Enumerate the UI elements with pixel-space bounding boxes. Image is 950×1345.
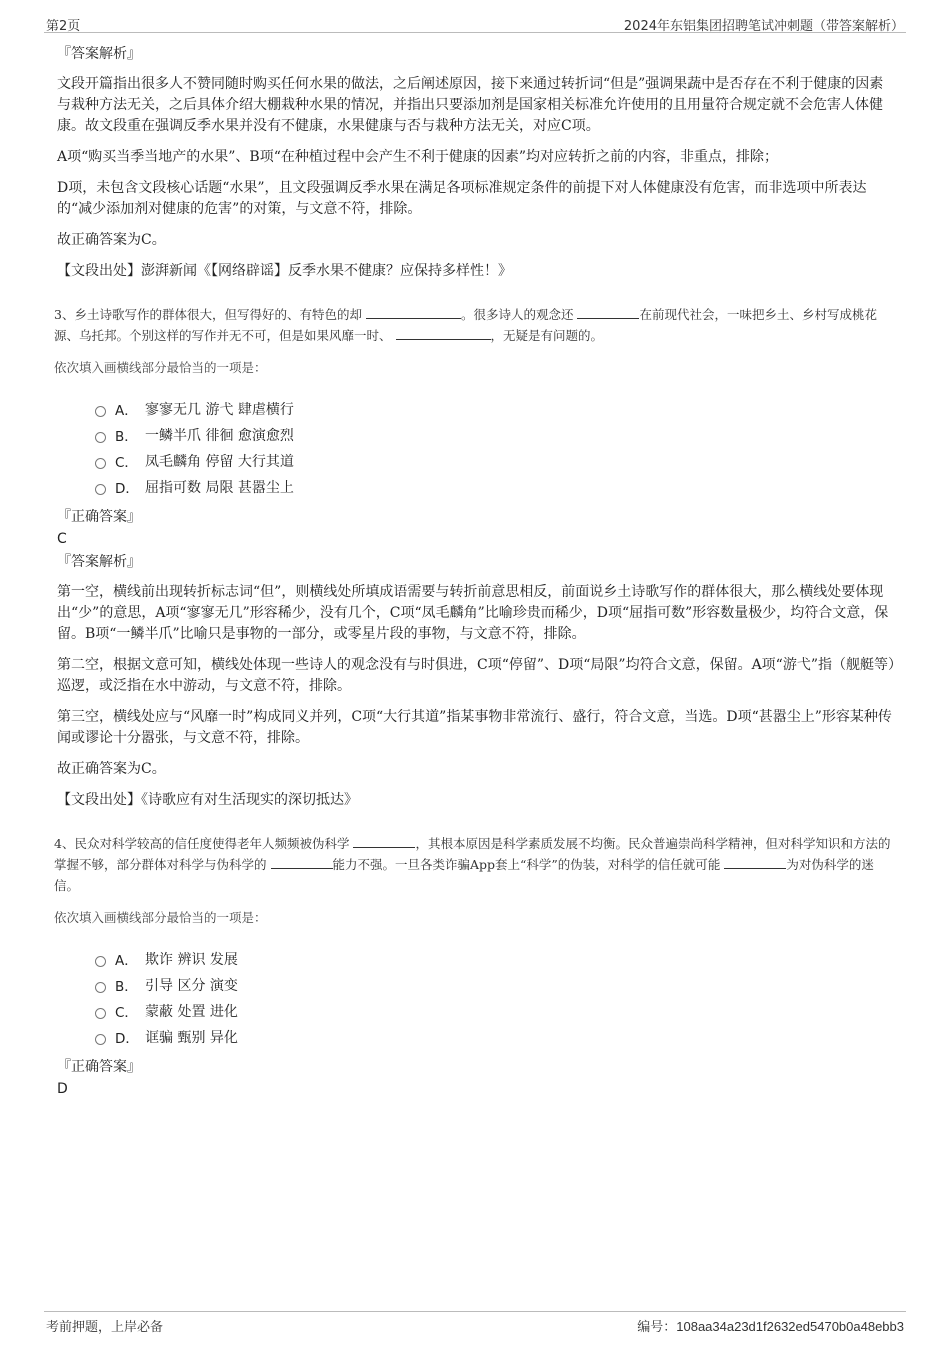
radio-icon[interactable] — [95, 458, 106, 469]
radio-icon[interactable] — [95, 956, 106, 967]
q3-option-c[interactable] — [95, 448, 897, 474]
q4-options — [95, 946, 897, 1050]
option-letter: B． — [115, 429, 138, 445]
option-text: 欺诈 辨识 发展 — [145, 952, 238, 968]
page-header — [44, 12, 906, 33]
document-title: 2024年东铝集团招聘笔试冲刺题（带答案解析） — [623, 19, 904, 34]
radio-icon[interactable] — [95, 406, 106, 417]
q4-text-part: ，其根本原因是科学素质发展不均衡。民众普遍崇尚科学精神，但对科学知识和方法的掌握不够，部分群体对科学与伪科学的 — [54, 836, 891, 872]
option-letter: C． — [115, 455, 138, 471]
q4-option-b[interactable] — [95, 972, 897, 998]
option-text: 一鳞半爪 徘徊 愈演愈烈 — [145, 428, 294, 444]
q2-analysis-p4: 故正确答案为C。 — [57, 232, 166, 248]
q3-option-b[interactable] — [95, 422, 897, 448]
page-footer — [44, 1311, 906, 1338]
q4-text-part: 4、民众对科学较高的信任度使得老年人频频被伪科学 — [54, 836, 350, 851]
q4-question — [54, 833, 897, 896]
q3-answer-tag: 『正确答案』 — [57, 509, 141, 525]
q3-prompt: 依次填入画横线部分最恰当的一项是： — [54, 360, 267, 375]
document-body — [54, 44, 897, 1102]
q4-option-c[interactable] — [95, 998, 897, 1024]
radio-icon[interactable] — [95, 1008, 106, 1019]
option-letter: B． — [115, 979, 138, 995]
q3-text-part: 在前现代社会，一味把乡土、乡村写成桃花源、乌托邦。个别这样的写作并无不可，但是如果风靡一时、 — [54, 307, 877, 343]
q4-option-d[interactable] — [95, 1024, 897, 1050]
option-text: 凤毛麟角 停留 大行其道 — [145, 454, 294, 470]
q3-analysis-p1: 第一空，横线前出现转折标志词“但”，则横线处所填成语需要与转折前意思相反，前面说乡土诗歌写作的群体很大，那么横线处要体现出“少”的意思，A项“寥寥无几”形容稀少，没有几个，C项“凤毛麟角”比喻珍贵而稀少，D项“屈指可数”形容数量极少，均符合文意，保留。B项“一鳞半爪”比喻只是事物的一部分，或零星片段的事物，与文意不符，排除。 — [57, 584, 889, 642]
footer-slogan: 考前押题，上岸必备 — [46, 1320, 164, 1335]
radio-icon[interactable] — [95, 432, 106, 443]
q3-option-d[interactable] — [95, 474, 897, 500]
q4-text-part: 能力不强。一旦各类诈骗App套上“科学”的伪装，对科学的信任就可能 — [332, 857, 721, 872]
footer-code-value: 108aa34a23d1f2632ed5470b0a48ebb3 — [676, 1319, 904, 1334]
option-text: 寥寥无几 游弋 肆虐横行 — [145, 402, 294, 418]
q2-analysis-p3: D项，未包含文段核心话题“水果”，且文段强调反季水果在满足各项标准规定条件的前提下对人体健康没有危害，而非选项中所表达的“减少添加剂对健康的危害”的对策，与文意不符，排除。 — [57, 180, 867, 217]
q3-text-part: 。很多诗人的观念还 — [460, 307, 574, 322]
q2-source: 【文段出处】澎湃新闻《【网络辟谣】反季水果不健康？应保持多样性！》 — [57, 263, 512, 279]
q3-text-part: ，无疑是有问题的。 — [490, 328, 604, 343]
q4-answer-tag: 『正确答案』 — [57, 1059, 141, 1075]
q3-text-part: 3、乡土诗歌写作的群体很大，但写得好的、有特色的却 — [54, 307, 362, 322]
option-letter: D． — [115, 1031, 139, 1047]
q3-blank-2 — [577, 306, 639, 319]
q3-question — [54, 304, 897, 346]
q4-blank-1 — [353, 835, 415, 848]
footer-code-label: 编号： — [637, 1320, 677, 1335]
option-text: 屈指可数 局限 甚嚣尘上 — [145, 480, 294, 496]
q2-analysis-p2: A项“购买当季当地产的水果”、B项“在种植过程中会产生不利于健康的因素”均对应转折之前的内容，非重点，排除； — [57, 149, 779, 165]
q4-text-part: 为对伪科学的迷信。 — [54, 857, 874, 893]
option-text: 蒙蔽 处置 进化 — [145, 1004, 238, 1020]
q2-analysis-p1: 文段开篇指出很多人不赞同随时购买任何水果的做法，之后阐述原因，接下来通过转折词“但是”强调果蔬中是否存在不利于健康的因素与栽种方法无关，之后具体介绍大棚栽种水果的情况，并指出只要添加剂是国家相关标准允许使用的且用量符合规定就不会危害人体健康。故文段重在强调反季水果并没有不健康，水果健康与否与栽种方法无关，对应C项。 — [57, 76, 884, 134]
q3-answer: C — [57, 531, 67, 547]
q3-option-a[interactable] — [95, 396, 897, 422]
page-number: 第2页 — [46, 19, 81, 34]
q3-blank-1 — [366, 306, 461, 319]
option-text: 诓骗 甄别 异化 — [145, 1030, 238, 1046]
q2-analysis-tag: 『答案解析』 — [57, 46, 141, 62]
q3-analysis-p2: 第二空，根据文意可知，横线处体现一些诗人的观念没有与时俱进，C项“停留”、D项“局限”均符合文意，保留。A项“游弋”指（舰艇等）巡逻，或泛指在水中游动，与文意不符，排除。 — [57, 657, 895, 694]
footer-code — [637, 1316, 904, 1335]
q4-answer: D — [57, 1081, 68, 1097]
option-text: 引导 区分 演变 — [145, 978, 238, 994]
option-letter: A． — [115, 403, 138, 419]
radio-icon[interactable] — [95, 484, 106, 495]
radio-icon[interactable] — [95, 1034, 106, 1045]
q4-blank-3 — [724, 856, 786, 869]
q3-blank-3 — [396, 327, 491, 340]
option-letter: A． — [115, 953, 138, 969]
q3-source: 【文段出处】《诗歌应有对生活现实的深切抵达》 — [57, 792, 358, 808]
option-letter: C． — [115, 1005, 138, 1021]
option-letter: D． — [115, 481, 139, 497]
q3-analysis-tag: 『答案解析』 — [57, 554, 141, 570]
q3-analysis-p3: 第三空，横线处应与“风靡一时”构成同义并列，C项“大行其道”指某事物非常流行、盛行，符合文意，当选。D项“甚嚣尘上”形容某种传闻或谬论十分嚣张，与文意不符，排除。 — [57, 709, 892, 746]
radio-icon[interactable] — [95, 982, 106, 993]
q3-analysis-p4: 故正确答案为C。 — [57, 761, 166, 777]
q4-blank-2 — [271, 856, 333, 869]
q4-option-a[interactable] — [95, 946, 897, 972]
q3-options — [95, 396, 897, 500]
q4-prompt: 依次填入画横线部分最恰当的一项是： — [54, 910, 267, 925]
